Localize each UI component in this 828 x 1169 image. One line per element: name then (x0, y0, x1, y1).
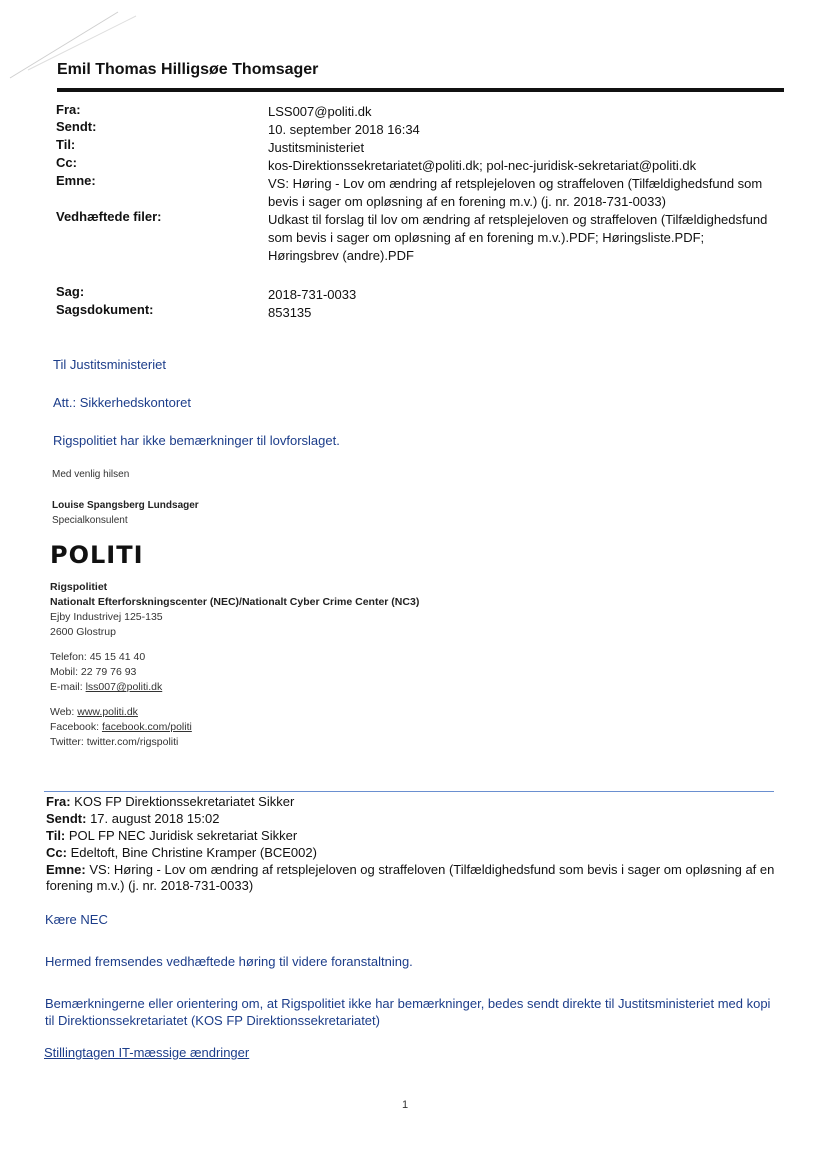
value-from: LSS007@politi.dk (268, 104, 372, 119)
facebook-link[interactable]: facebook.com/politi (101, 721, 192, 733)
label-sent: Sendt: (56, 119, 97, 134)
signature-block (50, 580, 419, 750)
sig-facebook-label: Facebook: (50, 721, 102, 733)
label-cc: Cc: (56, 155, 77, 170)
sig-unit: Nationalt Efterforskningscenter (NEC)/Nationalt Cyber Crime Center (NC3) (50, 596, 420, 608)
fw-from-value: KOS FP Direktionssekretariatet Sikker (70, 794, 295, 809)
sig-org: Rigspolitiet (50, 581, 108, 593)
fw-from (46, 794, 776, 810)
label-attachments: Vedhæftede filer: (56, 209, 162, 224)
sig-address2: 2600 Glostrup (50, 626, 116, 638)
value-case-doc: 853135 (268, 305, 312, 320)
sig-twitter: Twitter: twitter.com/rigspoliti (50, 736, 179, 748)
fw-to (46, 828, 776, 844)
it-changes-link[interactable]: Stillingtagen IT-mæssige ændringer (44, 1045, 250, 1060)
fw-para1: Hermed fremsendes vedhæftede høring til videre foranstaltning. (45, 954, 413, 969)
signer-name: Louise Spangsberg Lundsager (52, 500, 199, 511)
message-recipient: Til Justitsministeriet (53, 357, 166, 372)
value-attachments: Udkast til forslag til lov om ændring af retsplejeloven og straffeloven (Tilfældighedsfund som bevis i sager om opløsning af en forening m.v.).PDF; Høringsliste.PDF; Høringsbrev (andre).PDF (268, 212, 768, 263)
sender-name: Emil Thomas Hilligsøe Thomsager (57, 61, 319, 78)
page-number: 1 (402, 1099, 409, 1111)
politi-logo: POLITI (50, 541, 144, 569)
fw-subject (46, 862, 776, 894)
label-from: Fra: (56, 102, 81, 117)
greeting: Med venlig hilsen (52, 469, 130, 480)
signer-title: Specialkonsulent (52, 515, 128, 526)
fw-sent (46, 811, 776, 827)
fw-sent-value: 17. august 2018 15:02 (86, 811, 220, 826)
label-to: Til: (56, 137, 76, 152)
fw-from-label: Fra: (46, 794, 71, 809)
label-case-doc: Sagsdokument: (56, 302, 154, 317)
value-cc: kos-Direktionssekretariatet@politi.dk; pol-nec-juridisk-sekretariat@politi.dk (268, 158, 697, 173)
value-sent: 10. september 2018 16:34 (268, 122, 420, 137)
fw-subject-label: Emne: (46, 862, 86, 877)
value-case: 2018-731-0033 (268, 287, 357, 302)
sig-mobile: Mobil: 22 79 76 93 (50, 666, 137, 678)
forward-separator (44, 791, 774, 792)
message-body: Rigspolitiet har ikke bemærkninger til lovforslaget. (53, 433, 340, 448)
message-att: Att.: Sikkerhedskontoret (53, 395, 192, 410)
value-subject: VS: Høring - Lov om ændring af retsplejeloven og straffeloven (Tilfældighedsfund som bevis i sager om opløsning af en forening m.v.) (j. nr. 2018-731-0033) (268, 176, 763, 209)
fw-cc (46, 845, 776, 861)
fw-salutation: Kære NEC (45, 912, 108, 927)
sig-email-label: E-mail: (50, 681, 86, 693)
sig-address1: Ejby Industrivej 125-135 (50, 611, 163, 623)
web-link[interactable]: www.politi.dk (77, 706, 138, 718)
value-to: Justitsministeriet (268, 140, 365, 155)
fw-cc-label: Cc: (46, 845, 67, 860)
email-link[interactable]: lss007@politi.dk (85, 681, 163, 693)
label-subject: Emne: (56, 173, 96, 188)
sig-phone: Telefon: 45 15 41 40 (50, 651, 146, 663)
fw-to-label: Til: (46, 828, 66, 843)
fw-cc-value: Edeltoft, Bine Christine Kramper (BCE002) (66, 845, 317, 860)
fw-para2: Bemærkningerne eller orientering om, at Rigspolitiet ikke har bemærkninger, bedes sendt direkte til Justitsministeriet med kopi til Direktionssekretariatet (KOS FP Direktionssekretariatet) (45, 996, 771, 1028)
fw-sent-label: Sendt: (46, 811, 87, 826)
fw-to-value: POL FP NEC Juridisk sekretariat Sikker (65, 828, 298, 843)
header-rule (57, 88, 784, 92)
sig-web-label: Web: (50, 706, 78, 718)
label-case: Sag: (56, 284, 85, 299)
fw-subject-value: VS: Høring - Lov om ændring af retsplejeloven og straffeloven (Tilfældighedsfund som bevis i sager om opløsning af en forening m.v.) (j. nr. 2018-731-0033) (46, 862, 775, 893)
